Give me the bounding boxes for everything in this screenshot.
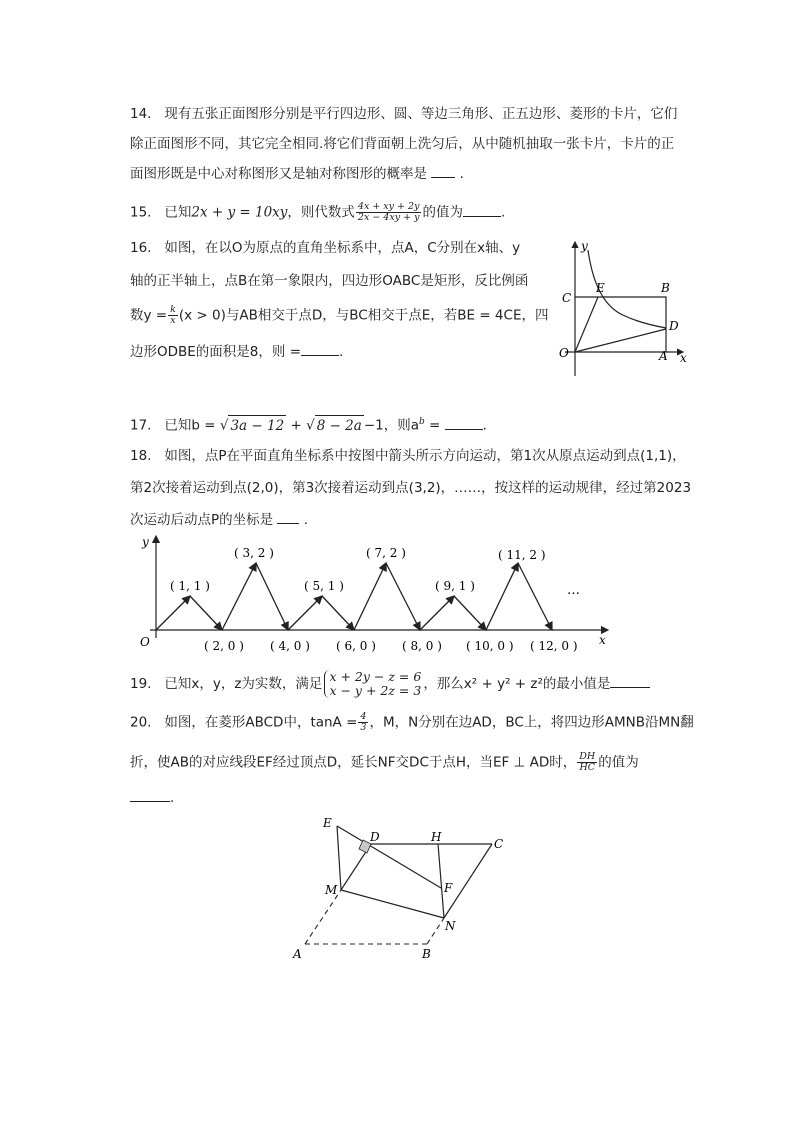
q20-number: 20.: [130, 714, 152, 731]
move-4: [256, 563, 288, 630]
q15-number: 15.: [130, 204, 152, 221]
q17-number: 17.: [130, 417, 152, 434]
coord-label: ( 11, 2 ): [498, 548, 546, 562]
q15-line: [130, 202, 505, 223]
label-d: D: [370, 830, 380, 844]
q18-period: .: [303, 512, 309, 528]
q16-period: .: [339, 344, 344, 360]
q16-line3: [130, 305, 548, 326]
q19-post: ，那么x² + y² + z²的最小值是: [423, 676, 611, 692]
label-n: N: [445, 919, 456, 933]
q14-number: 14.: [130, 106, 152, 122]
q14-line1: [130, 104, 677, 124]
coord-label: ( 5, 1 ): [304, 579, 344, 593]
q20-text-2b: 的值为: [598, 754, 639, 771]
q16-func-post: (x > 0)与AB相交于点D，与BC相交于点E，若BE = 4CE，四: [178, 307, 549, 324]
move-7: [354, 563, 386, 630]
q15-period: .: [500, 204, 506, 221]
q17-tail: −1，则a: [363, 417, 419, 434]
coord-label: ( 6, 0 ): [336, 639, 376, 653]
dashed-bn: [427, 918, 444, 944]
segment-ef: [337, 826, 441, 888]
q17-period: .: [482, 417, 487, 434]
coord-label: ( 12, 0 ): [530, 639, 578, 653]
q17-plus: +: [290, 417, 302, 434]
q17-pre: 已知b =: [164, 417, 216, 434]
answer-blank: [301, 343, 339, 356]
label-f: F: [444, 881, 453, 895]
q20-ratio-fraction: [577, 752, 597, 773]
q19-eq1: x + 2y − z = 6: [329, 669, 422, 684]
q20-line2: [130, 752, 639, 773]
answer-blank: [610, 675, 650, 688]
q16-text-1: 如图，在以O为原点的直角坐标系中，点A，C分别在x轴、y: [164, 240, 521, 256]
move-12: [518, 563, 552, 630]
answer-blank: [277, 511, 299, 524]
q18-number: 18.: [130, 448, 152, 464]
q20-tan-den: 3: [360, 722, 367, 733]
q20-text-1a: 如图，在菱形ABCD中，tanA =: [164, 714, 358, 731]
q19-number: 19.: [130, 676, 152, 692]
coord-label: ( 2, 0 ): [204, 639, 244, 653]
q19-eq2: x − y + 2z = 3: [329, 683, 422, 698]
answer-blank: [445, 417, 483, 430]
segment-oe: [575, 297, 598, 352]
label-y: y: [142, 535, 149, 549]
segment-mn: [341, 890, 444, 918]
label-e: E: [323, 816, 332, 830]
q14-text-1: 现有五张正面图形分别是平行四边形、圆、等边三角形、正五边形、菱形的卡片，它们: [164, 106, 678, 122]
label-e: E: [596, 281, 605, 295]
label-c: C: [494, 837, 504, 851]
q16-line2: [130, 271, 528, 291]
q17-line: 17. 已知b = √ 3a − 12 + √ 8 − 2a −1，则$a^b$ = .: [130, 412, 487, 436]
q17-eq: =: [424, 417, 441, 434]
q15-equation: 2x + y = 10xy: [191, 204, 288, 221]
coord-label: ( 3, 2 ): [234, 546, 274, 560]
label-d: D: [669, 319, 679, 333]
q19-line: [130, 670, 650, 698]
label-b: B: [661, 281, 670, 295]
q16-k-over-x: [168, 305, 178, 326]
q18-text-1: 如图，点P在平面直角坐标系中按图中箭头所示方向运动，第1次从原点运动到点(1,1)，: [164, 448, 686, 464]
q20-tan-fraction: [358, 712, 368, 733]
q14-text-2: 除正面图形不同，其它完全相同.将它们背面朝上洗匀后，从中随机抽取一张卡片，卡片的正: [130, 136, 675, 152]
coord-label: ( 7, 2 ): [366, 546, 406, 560]
coord-label: ( 9, 1 ): [435, 579, 475, 593]
q16-func-pre: 数y =: [130, 307, 168, 324]
q20-text-2a: 折，使AB的对应线段EF经过顶点D，延长NF交DC于点H，当EF ⊥ AD时，: [130, 754, 577, 771]
q18-line2: [130, 478, 691, 498]
q17-sqrt-2: 8 − 2a: [315, 415, 364, 436]
q15-fraction: [356, 202, 422, 223]
move-3: [222, 563, 256, 630]
q18-figure: [130, 530, 620, 656]
q16-line1: [130, 238, 520, 258]
label-x: x: [599, 633, 606, 647]
path-arrows: [156, 563, 552, 630]
q14-line3: [130, 164, 464, 184]
rectangle-oabc: [575, 297, 666, 352]
q20-line1: [130, 712, 694, 733]
move-8: [386, 563, 420, 630]
q16-k: k: [170, 304, 176, 315]
label-m: M: [325, 883, 338, 897]
q16-x: x: [170, 315, 176, 326]
label-h: H: [431, 830, 442, 844]
q16-text-2: 轴的正半轴上，点B在第一象限内，四边形OABC是矩形，反比例函: [130, 273, 529, 289]
coord-label: ( 1, 1 ): [170, 579, 210, 593]
q20-period: .: [170, 790, 175, 806]
q16-figure: [545, 236, 695, 378]
q20-tan-num: 4: [360, 711, 367, 722]
label-a: A: [659, 349, 668, 363]
q14-period: .: [459, 166, 464, 182]
label-a: A: [293, 947, 302, 961]
q15-pre: 已知: [164, 204, 192, 221]
q17-sqrt-1: 3a − 12: [228, 415, 286, 436]
label-o: O: [559, 346, 569, 360]
move-2: [190, 596, 222, 630]
move-10: [454, 596, 486, 630]
q18-line1: [130, 446, 686, 466]
move-5: [288, 596, 322, 630]
q18-line3: [130, 510, 308, 530]
segment-em: [337, 826, 341, 890]
q15-frac-numerator: 4x + xy + 2y: [357, 201, 420, 212]
q14-line2: [130, 134, 674, 154]
label-b: B: [422, 947, 431, 961]
label-o: O: [140, 635, 150, 649]
q20-ratio-num: DH: [579, 751, 596, 762]
coord-label: ( 10, 0 ): [466, 639, 514, 653]
q19-pre: 已知x，y，z为实数，满足: [164, 676, 323, 692]
answer-blank: [463, 204, 501, 217]
q20-figure: [285, 812, 515, 968]
q15-post: 的值为: [422, 204, 463, 221]
q16-number: 16.: [130, 240, 152, 256]
q20-text-1b: ，M，N分别在边AD，BC上，将四边形AMNB沿MN翻: [369, 714, 694, 731]
continuation-dots: …: [567, 583, 580, 598]
q15-frac-denominator: 2x − 4xy + y: [357, 212, 420, 223]
q20-line3: [130, 788, 174, 808]
coord-label: ( 8, 0 ): [402, 639, 442, 653]
move-11: [486, 563, 518, 630]
move-9: [420, 596, 454, 630]
move-6: [322, 596, 354, 630]
q14-text-3: 面图形既是中心对称图形又是轴对称图形的概率是: [130, 166, 427, 182]
answer-blank: [130, 789, 170, 802]
q16-line4: [130, 342, 343, 362]
answer-blank: [431, 165, 455, 178]
q18-text-3: 次运动后动点P的坐标是: [130, 512, 274, 528]
dashed-am: [305, 890, 341, 944]
label-c: C: [562, 291, 572, 305]
q18-text-2: 第2次接着运动到点(2,0)，第3次接着运动到点(3,2)，……，按这样的运动规律，经过第2023: [130, 480, 692, 496]
q15-mid: ，则代数式: [287, 204, 355, 221]
q19-equation-system: [324, 670, 421, 698]
coord-label: ( 4, 0 ): [270, 639, 310, 653]
label-x: x: [680, 351, 687, 365]
label-y: y: [581, 239, 588, 253]
segment-od: [575, 329, 666, 352]
q17-exponent: b: [419, 417, 425, 427]
q20-ratio-den: HC: [579, 762, 596, 773]
q16-text-4: 边形ODBE的面积是8，则 =: [130, 344, 302, 360]
move-1: [156, 596, 190, 630]
